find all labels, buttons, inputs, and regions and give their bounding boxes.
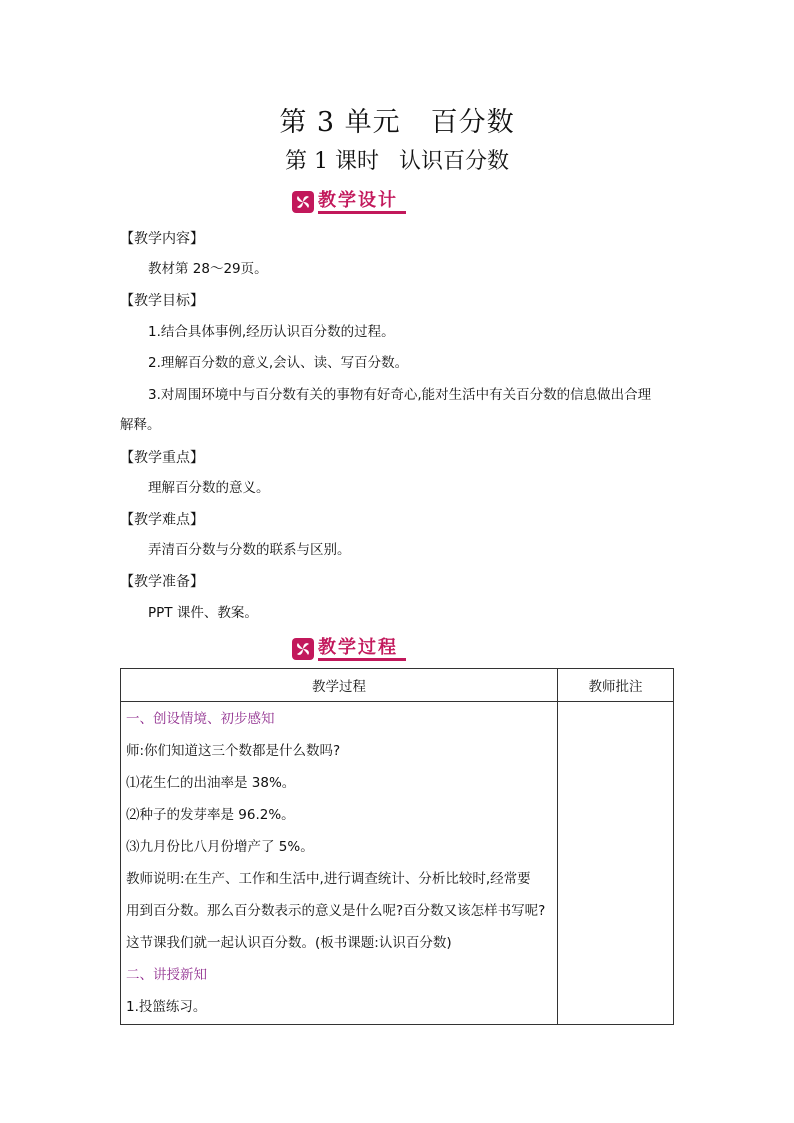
table-row [121,702,674,1025]
process-line: ⑶九月份比八月份增产了 5%。 [126,839,314,855]
notes-cell [558,702,674,1025]
process-cell [121,702,558,1025]
section-title-intro: 一、创设情境、初步感知 [126,711,275,727]
design-banner [292,190,406,214]
prep-text: PPT 课件、教案。 [148,605,258,621]
key-heading: 【教学重点】 [120,450,204,466]
lesson-name: 认识百分数 [398,149,509,174]
section-title-new: 二、讲授新知 [126,967,207,983]
process-table [120,668,674,1025]
goal-item: 1.结合具体事例,经历认识百分数的过程。 [148,324,395,340]
prep-heading: 【教学准备】 [120,574,204,590]
goal-item: 2.理解百分数的意义,会认、读、写百分数。 [148,355,409,371]
process-line: 用到百分数。那么百分数表示的意义是什么呢?百分数又该怎样书写呢? [126,903,546,919]
lesson-number: 第 1 课时 [285,149,379,174]
content-heading: 【教学内容】 [120,231,204,247]
process-line: ⑴花生仁的出油率是 38%。 [126,775,296,791]
unit-number: 第 3 单元 [279,107,401,138]
key-text: 理解百分数的意义。 [148,480,270,496]
unit-topic: 百分数 [430,107,515,138]
process-banner [292,637,406,661]
pinwheel-icon [292,191,314,213]
process-banner-label: 教学过程 [318,638,406,661]
lesson-title [0,144,794,175]
process-line: ⑵种子的发芽率是 96.2%。 [126,807,295,823]
goal-item: 3.对周围环境中与百分数有关的事物有好奇心,能对生活中有关百分数的信息做出合理 [148,387,652,403]
design-banner-label: 教学设计 [318,191,406,214]
process-line: 1.投篮练习。 [126,999,207,1015]
table-header-row [121,669,674,702]
header-notes: 教师批注 [558,669,674,702]
content-text: 教材第 28～29页。 [148,261,268,277]
unit-title [0,100,794,139]
header-process: 教学过程 [121,669,558,702]
pinwheel-icon [292,638,314,660]
goals-heading: 【教学目标】 [120,293,204,309]
process-line: 这节课我们就一起认识百分数。(板书课题:认识百分数) [126,935,452,951]
goal-item: 解释。 [120,417,161,433]
difficulty-heading: 【教学难点】 [120,512,204,528]
difficulty-text: 弄清百分数与分数的联系与区别。 [148,542,351,558]
process-line: 教师说明:在生产、工作和生活中,进行调查统计、分析比较时,经常要 [126,871,531,887]
process-line: 师:你们知道这三个数都是什么数吗? [126,743,341,759]
